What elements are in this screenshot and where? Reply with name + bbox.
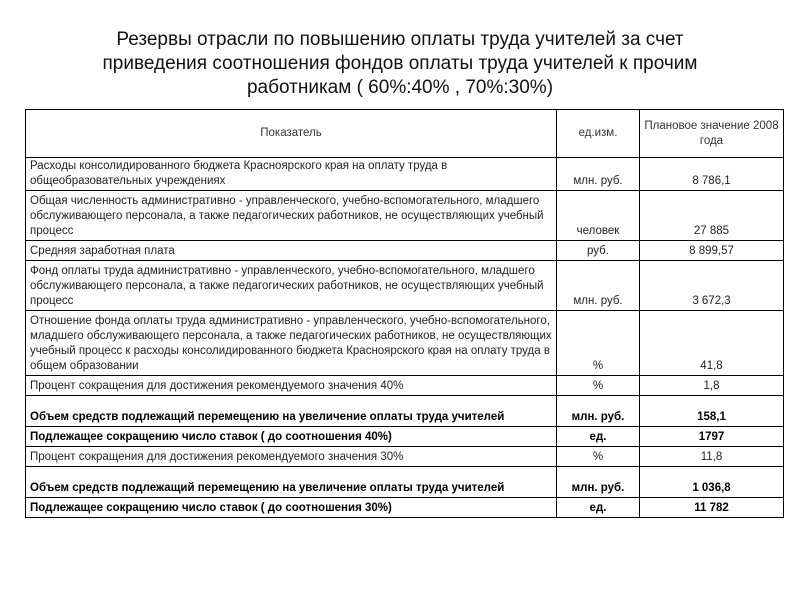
row-unit: %	[557, 376, 640, 396]
row-value: 1 036,8	[640, 467, 784, 498]
row-indicator: Общая численность административно - управленческого, учебно-вспомогательного, младшего обслуживающего персонала, а также педагогических работников, не осуществляющих учебный процесс	[26, 191, 557, 241]
table-row	[26, 376, 784, 396]
row-indicator: Средняя заработная плата	[26, 241, 557, 261]
row-unit: млн. руб.	[557, 158, 640, 191]
table-row	[26, 191, 784, 241]
row-unit: млн. руб.	[557, 396, 640, 427]
row-unit: ед.	[557, 498, 640, 518]
row-indicator: Объем средств подлежащий перемещению на увеличение оплаты труда учителей	[26, 467, 557, 498]
row-value: 27 885	[640, 191, 784, 241]
indicators-table	[25, 109, 784, 518]
row-indicator: Подлежащее сокращению число ставок ( до соотношения 40%)	[26, 427, 557, 447]
header-unit: ед.изм.	[557, 110, 640, 158]
row-value: 8 899,57	[640, 241, 784, 261]
table-header-row	[26, 110, 784, 158]
row-value: 11,8	[640, 447, 784, 467]
row-value: 1,8	[640, 376, 784, 396]
table-row	[26, 158, 784, 191]
row-value: 158,1	[640, 396, 784, 427]
row-value: 3 672,3	[640, 261, 784, 311]
table-row	[26, 261, 784, 311]
table-row	[26, 427, 784, 447]
row-value: 11 782	[640, 498, 784, 518]
header-indicator: Показатель	[26, 110, 557, 158]
row-indicator: Фонд оплаты труда административно - управленческого, учебно-вспомогательного, младшего обслуживающего персонала, а также педагогических работников, не осуществляющих учебный процесс	[26, 261, 557, 311]
table-row	[26, 467, 784, 498]
row-unit: %	[557, 311, 640, 376]
row-indicator: Расходы консолидированного бюджета Красноярского края на оплату труда в общеобразовательных учреждениях	[26, 158, 557, 191]
title-line-3: работникам ( 60%:40% , 70%:30%)	[246, 77, 554, 98]
row-indicator: Подлежащее сокращению число ставок ( до соотношения 30%)	[26, 498, 557, 518]
table-row	[26, 447, 784, 467]
page-title	[40, 28, 760, 100]
row-indicator: Отношение фонда оплаты труда административно - управленческого, учебно-вспомогательного, младшего обслуживающего персонала, а также педагогических работников, не осуществляющих учебный процесс к расходы консолидированного бюджета Красноярского края на оплату труда в общем образовании	[26, 311, 557, 376]
row-unit: млн. руб.	[557, 467, 640, 498]
row-indicator: Объем средств подлежащий перемещению на увеличение оплаты труда учителей	[26, 396, 557, 427]
row-unit: руб.	[557, 241, 640, 261]
row-value: 41,8	[640, 311, 784, 376]
row-indicator: Процент сокращения для достижения рекомендуемого значения 30%	[26, 447, 557, 467]
row-value: 1797	[640, 427, 784, 447]
header-value: Плановое значение 2008 года	[640, 110, 784, 158]
table-row	[26, 311, 784, 376]
row-unit: млн. руб.	[557, 261, 640, 311]
title-line-1: Резервы отрасли по повышению оплаты труда учителей за счет	[116, 29, 684, 50]
title-line-2: приведения соотношения фондов оплаты труда учителей к прочим	[102, 53, 698, 74]
row-indicator: Процент сокращения для достижения рекомендуемого значения 40%	[26, 376, 557, 396]
table-row	[26, 498, 784, 518]
table-row	[26, 241, 784, 261]
table-row	[26, 396, 784, 427]
row-unit: ед.	[557, 427, 640, 447]
row-unit: человек	[557, 191, 640, 241]
row-value: 8 786,1	[640, 158, 784, 191]
row-unit: %	[557, 447, 640, 467]
